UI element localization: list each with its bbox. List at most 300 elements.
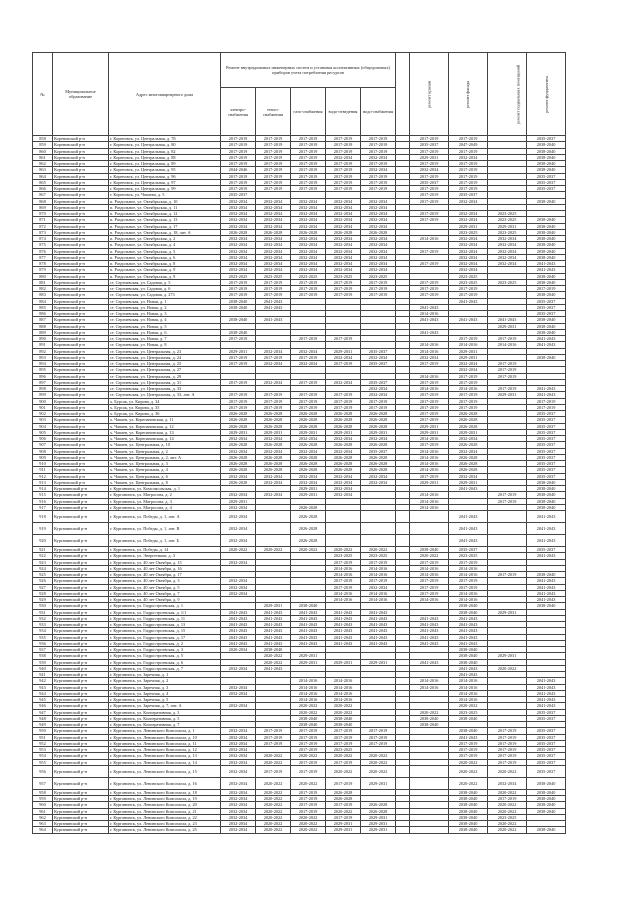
row-heating: 2029-2031 <box>256 603 291 609</box>
row-drainage: 2020-2022 <box>326 765 361 777</box>
row-facade: 2038-2040 <box>449 603 488 609</box>
row-drainage: 2032-2034 <box>326 211 361 217</box>
row-foundation: 2038-2040 <box>527 572 566 578</box>
row-basement: 2020-2022 <box>488 802 527 808</box>
row-facade: 2017-2019 <box>449 747 488 753</box>
row-number: 946 <box>33 703 53 709</box>
row-address: г. Кореновск, ул. Центральная, д. 97 <box>109 179 221 185</box>
table-row <box>33 777 603 789</box>
row-gas: 2017-2019 <box>291 802 326 808</box>
row-electricity: 2032-2034 <box>221 559 256 565</box>
row-electricity: 2041-2043 <box>221 615 256 621</box>
row-municipality: Кореновский р-н <box>53 429 109 435</box>
row-facade: 2029-2031 <box>449 348 488 354</box>
row-foundation: 2038-2040 <box>527 198 566 204</box>
row-electricity: 2020-2022 <box>221 547 256 553</box>
row-facade: 2020-2022 <box>449 703 488 709</box>
row-facade: 2017-2019 <box>449 373 488 379</box>
row-address: х. Чапаев, ул. Центральная, д. 6 <box>109 473 221 479</box>
row-drainage: 2026-2028 <box>326 423 361 429</box>
row-water: 2017-2019 <box>361 161 396 167</box>
row-water: 2032-2034 <box>361 167 396 173</box>
row-water: 2032-2034 <box>361 473 396 479</box>
row-municipality: Кореновский р-н <box>53 348 109 354</box>
row-foundation: 2038-2040 <box>527 492 566 498</box>
row-electricity: 2017-2019 <box>221 404 256 410</box>
row-roof: 2017-2019 <box>410 411 449 417</box>
row-roof: 2017-2019 <box>410 417 449 423</box>
row-drainage: 2032-2034 <box>326 479 361 485</box>
row-municipality: Курганинский р-н <box>53 827 109 833</box>
row-address: г. Курганинск, ул. Гидростроевская, д. 1/1 <box>109 609 221 615</box>
row-foundation: 2038-2040 <box>527 323 566 329</box>
row-number: 961 <box>33 808 53 814</box>
row-number: 910 <box>33 461 53 467</box>
row-gas: 2041-2043 <box>291 628 326 634</box>
row-municipality: Кореновский р-н <box>53 279 109 285</box>
row-facade: 2026-2028 <box>449 461 488 467</box>
row-electricity: 2032-2034 <box>221 523 256 535</box>
row-municipality: Кореновский р-н <box>53 204 109 210</box>
row-number: 903 <box>33 417 53 423</box>
row-number: 876 <box>33 248 53 254</box>
row-address: г. Кореновск, ул. Центральная, д. 88 <box>109 154 221 160</box>
row-number: 896 <box>33 373 53 379</box>
row-facade: 2023-2025 <box>449 229 488 235</box>
row-address: х. Чапаев, ул. Центральная, д. 2 <box>109 448 221 454</box>
row-gas: 2041-2043 <box>291 615 326 621</box>
row-number: 931 <box>33 609 53 615</box>
row-address: п. Раздольное, ул. Октябрьская, д. 6 <box>109 254 221 260</box>
row-electricity: 2032-2034 <box>221 753 256 759</box>
table-row <box>33 535 603 547</box>
row-gas: 2026-2028 <box>291 504 326 510</box>
row-address: г. Курганинск, ул. Гидростроевская, д. 1 <box>109 603 221 609</box>
row-address: г. Курганинск, ул. Заречная, д. 3 <box>109 684 221 690</box>
row-heating: 2041-2043 <box>256 615 291 621</box>
row-heating: 2017-2019 <box>256 167 291 173</box>
row-heating: 2020-2022 <box>256 777 291 789</box>
row-electricity: 2020-2034 <box>221 647 256 653</box>
row-electricity: 2017-2019 <box>221 361 256 367</box>
row-number: 936 <box>33 640 53 646</box>
row-facade: 2014-2016 <box>449 684 488 690</box>
row-water: 2041-2043 <box>361 615 396 621</box>
row-facade: 2017-2019 <box>449 740 488 746</box>
row-facade: 2017-2019 <box>449 753 488 759</box>
row-electricity: 2041-2043 <box>221 609 256 615</box>
row-gas: 2026-2028 <box>291 442 326 448</box>
row-foundation: 2041-2043 <box>527 590 566 596</box>
row-municipality: Кореновский р-н <box>53 198 109 204</box>
row-gas: 2020-2022 <box>291 703 326 709</box>
row-roof: 2029-2031 <box>410 429 449 435</box>
row-lift <box>396 511 410 523</box>
row-drainage: 2026-2028 <box>326 796 361 802</box>
row-facade: 2032-2034 <box>449 267 488 273</box>
row-basement: 2023-2025 <box>488 217 527 223</box>
row-water: 2032-2034 <box>361 261 396 267</box>
row-heating: 2020-2022 <box>256 759 291 765</box>
row-basement: 2020-2022 <box>488 665 527 671</box>
row-roof: 2017-2019 <box>410 279 449 285</box>
row-roof: 2014-2016 <box>410 498 449 504</box>
row-number: 929 <box>33 597 53 603</box>
row-address: г. Кореновск, ул. Центральная, д. 95 <box>109 167 221 173</box>
row-electricity: 2041-2043 <box>221 622 256 628</box>
row-basement <box>488 535 527 547</box>
row-heating: 2017-2019 <box>256 354 291 360</box>
row-number: 948 <box>33 715 53 721</box>
row-address: г. Курганинск, ул. Ленинского Комсомола, д. 13 <box>109 753 221 759</box>
row-facade: 2029-2031 <box>449 479 488 485</box>
row-foundation: 2038-2040 <box>527 808 566 814</box>
row-number: 871 <box>33 217 53 223</box>
row-address: г. Курганинск, ул. Заречная, д. 7, лит. А <box>109 703 221 709</box>
row-electricity: 2017-2019 <box>221 379 256 385</box>
row-facade: 2041-2043 <box>449 665 488 671</box>
row-municipality: Кореновский р-н <box>53 261 109 267</box>
row-address: ст. Сергиевская, ул. Новая, д. 7 <box>109 336 221 342</box>
row-drainage: 2032-2034 <box>326 236 361 242</box>
row-address: ст. Сергиевская, ул. Центральная, д. 31 <box>109 379 221 385</box>
row-facade: 2032-2034 <box>449 361 488 367</box>
row-address: п. Раздольное, ул. Октябрьская, д. 2 <box>109 236 221 242</box>
row-address: п. Раздольное, ул. Октябрьская, д. 13 <box>109 217 221 223</box>
row-roof: 2029-2031 <box>410 423 449 429</box>
row-water: 2017-2019 <box>361 148 396 154</box>
row-roof: 2017-2019 <box>410 442 449 448</box>
row-electricity: 2032-2034 <box>221 211 256 217</box>
row-roof: 2032-2034 <box>410 167 449 173</box>
row-number: 906 <box>33 436 53 442</box>
row-foundation: 2038-2040 <box>527 154 566 160</box>
row-municipality: Курганинский р-н <box>53 814 109 820</box>
row-drainage: 2020-2022 <box>326 547 361 553</box>
row-heating: 2041-2043 <box>256 622 291 628</box>
row-heating: 2017-2019 <box>256 286 291 292</box>
row-number: 886 <box>33 311 53 317</box>
row-facade: 2041-2043 <box>449 523 488 535</box>
row-gas: 2026-2028 <box>291 511 326 523</box>
row-foundation: 2035-2037 <box>527 417 566 423</box>
row-drainage <box>326 535 361 547</box>
row-facade: 2035-2037 <box>449 547 488 553</box>
row-facade: 2038-2040 <box>449 796 488 802</box>
row-number: 907 <box>33 442 53 448</box>
row-electricity: 2032-2034 <box>221 236 256 242</box>
row-heating: 2032-2034 <box>256 361 291 367</box>
row-basement: 2023-2025 <box>488 211 527 217</box>
row-drainage: 2029-2031 <box>326 821 361 827</box>
row-foundation: 2041-2043 <box>527 703 566 709</box>
row-water: 2029-2031 <box>361 821 396 827</box>
row-heating: 2026-2028 <box>256 467 291 473</box>
row-roof <box>410 511 449 523</box>
row-facade: 2038-2040 <box>449 653 488 659</box>
row-water: 2017-2019 <box>361 179 396 185</box>
row-number: 902 <box>33 411 53 417</box>
row-municipality: Кореновский р-н <box>53 329 109 335</box>
row-electricity: 2017-2019 <box>221 279 256 285</box>
row-electricity: 2017-2019 <box>221 179 256 185</box>
row-basement: 2032-2034 <box>488 254 527 260</box>
row-heating: 2032-2034 <box>256 248 291 254</box>
row-municipality: Кореновский р-н <box>53 223 109 229</box>
row-heating: 2026-2028 <box>256 229 291 235</box>
row-municipality: Кореновский р-н <box>53 448 109 454</box>
row-roof: 2041-2043 <box>410 622 449 628</box>
row-drainage: 2017-2019 <box>326 734 361 740</box>
row-number: 874 <box>33 236 53 242</box>
row-municipality: Курганинский р-н <box>53 796 109 802</box>
row-roof: 2017-2019 <box>410 473 449 479</box>
row-drainage: 2020-2022 <box>326 709 361 715</box>
row-number: 938 <box>33 653 53 659</box>
row-gas: 2032-2034 <box>291 217 326 223</box>
row-address: г. Курганинск, ул. Победы, д. 1, лит. Б <box>109 535 221 547</box>
row-address: г. Курганинск, ул. Ленинского Комсомола, д. 11 <box>109 740 221 746</box>
table-row <box>33 523 603 535</box>
row-gas: 2020-2022 <box>291 814 326 820</box>
row-number: 934 <box>33 628 53 634</box>
row-water: 2023-2025 <box>361 273 396 279</box>
row-heating: 2017-2019 <box>256 173 291 179</box>
row-water: 2032-2034 <box>361 254 396 260</box>
row-gas: 2032-2034 <box>291 261 326 267</box>
row-number: 895 <box>33 367 53 373</box>
header-heating: тепло-снабжения <box>256 88 291 136</box>
row-gas: 2026-2028 <box>291 535 326 547</box>
row-number: 881 <box>33 279 53 285</box>
row-municipality: Курганинский р-н <box>53 572 109 578</box>
row-roof: 2017-2019 <box>410 578 449 584</box>
row-drainage: 2032-2034 <box>326 473 361 479</box>
row-basement: 2023-2025 <box>488 814 527 820</box>
row-electricity: 2032-2034 <box>221 590 256 596</box>
row-basement: 2023-2025 <box>488 279 527 285</box>
row-drainage: 2017-2019 <box>326 136 361 142</box>
row-water <box>361 523 396 535</box>
row-address: г. Курганинск, ул. Гидростроевская, д. 7 <box>109 665 221 671</box>
row-basement: 2017-2019 <box>488 759 527 765</box>
row-foundation: 2038-2040 <box>527 236 566 242</box>
row-foundation: 2041-2043 <box>527 336 566 342</box>
row-number: 952 <box>33 740 53 746</box>
row-roof: 2014-2016 <box>410 436 449 442</box>
row-heating: 2017-2019 <box>256 404 291 410</box>
row-municipality: Курганинский р-н <box>53 553 109 559</box>
row-number: 901 <box>33 404 53 410</box>
row-gas: 2026-2028 <box>291 417 326 423</box>
row-facade: 2026-2028 <box>449 411 488 417</box>
row-basement: 2020-2022 <box>488 765 527 777</box>
row-facade: 2032-2034 <box>449 248 488 254</box>
row-number: 865 <box>33 179 53 185</box>
row-heating: 2032-2034 <box>256 348 291 354</box>
row-municipality: Курганинский р-н <box>53 747 109 753</box>
row-drainage: 2026-2028 <box>326 461 361 467</box>
row-roof: 2014-2016 <box>410 572 449 578</box>
row-foundation: 2035-2037 <box>527 411 566 417</box>
row-drainage: 2017-2019 <box>326 292 361 298</box>
row-municipality: Курганинский р-н <box>53 684 109 690</box>
row-municipality: Кореновский р-н <box>53 317 109 323</box>
table-header <box>33 53 603 136</box>
row-municipality: Кореновский р-н <box>53 461 109 467</box>
row-water: 2029-2031 <box>361 814 396 820</box>
row-heating: 2020-2022 <box>256 547 291 553</box>
row-water: 2032-2034 <box>361 386 396 392</box>
row-roof: 2017-2019 <box>410 404 449 410</box>
row-heating: 2032-2034 <box>256 223 291 229</box>
row-address: ст. Сергиевская, ул. Центральная, д. 25 <box>109 361 221 367</box>
row-roof: 2017-2019 <box>410 217 449 223</box>
row-heating: 2026-2028 <box>256 423 291 429</box>
row-water: 2017-2019 <box>361 404 396 410</box>
row-drainage: 2041-2043 <box>326 628 361 634</box>
row-municipality: Кореновский р-н <box>53 248 109 254</box>
table-row <box>33 511 603 523</box>
row-municipality: Курганинский р-н <box>53 703 109 709</box>
row-water: 2017-2019 <box>361 279 396 285</box>
row-foundation: 2038-2040 <box>527 248 566 254</box>
row-water: 2032-2034 <box>361 217 396 223</box>
row-drainage: 2017-2019 <box>326 404 361 410</box>
row-foundation: 2035-2037 <box>527 186 566 192</box>
row-drainage: 2017-2019 <box>326 759 361 765</box>
row-heating: 2026-2028 <box>256 442 291 448</box>
row-drainage: 2017-2019 <box>326 777 361 789</box>
row-basement: 2014-2016 <box>488 342 527 348</box>
row-drainage: 2014-2016 <box>326 572 361 578</box>
row-basement: 2029-2031 <box>488 392 527 398</box>
row-roof: 2014-2016 <box>410 311 449 317</box>
row-drainage <box>326 511 361 523</box>
row-electricity: 2035-2037 <box>221 192 256 198</box>
row-number: 960 <box>33 802 53 808</box>
row-drainage: 2023-2025 <box>326 747 361 753</box>
row-water: 2017-2019 <box>361 740 396 746</box>
row-foundation: 2038-2040 <box>527 142 566 148</box>
row-municipality: Курганинский р-н <box>53 523 109 535</box>
row-roof: 2014-2016 <box>410 448 449 454</box>
row-water: 2026-2028 <box>361 229 396 235</box>
row-municipality: Кореновский р-н <box>53 186 109 192</box>
row-number: 951 <box>33 734 53 740</box>
row-electricity: 2026-2028 <box>221 442 256 448</box>
row-gas: 2017-2019 <box>291 142 326 148</box>
row-number: 908 <box>33 448 53 454</box>
row-number: 889 <box>33 329 53 335</box>
row-drainage: 2032-2034 <box>326 254 361 260</box>
row-address: ст. Сергиевская, ул. Новая, д. 8 <box>109 342 221 348</box>
row-water: 2032-2034 <box>361 436 396 442</box>
row-drainage: 2023-2025 <box>326 273 361 279</box>
row-drainage: 2020-2022 <box>326 808 361 814</box>
row-basement: 2020-2022 <box>488 827 527 833</box>
row-address: г. Курганинск, ул. Кооперативная, д. 5 <box>109 715 221 721</box>
row-gas: 2041-2043 <box>291 609 326 615</box>
row-municipality: Курганинский р-н <box>53 597 109 603</box>
row-foundation: 2017-2019 <box>527 286 566 292</box>
row-number: 955 <box>33 759 53 765</box>
row-foundation: 2041-2043 <box>527 678 566 684</box>
row-water: 2014-2016 <box>361 597 396 603</box>
row-drainage: 2041-2043 <box>326 634 361 640</box>
row-roof: 2014-2016 <box>410 348 449 354</box>
row-municipality: Курганинский р-н <box>53 740 109 746</box>
row-address: г. Кореновск, ул. Центральная, д. 78 <box>109 136 221 142</box>
row-basement: 2017-2019 <box>488 336 527 342</box>
row-drainage: 2026-2028 <box>326 411 361 417</box>
row-address: г. Кореновск, ул. Центральная, д. 89 <box>109 161 221 167</box>
row-basement: 2041-2043 <box>488 317 527 323</box>
row-number: 930 <box>33 603 53 609</box>
row-basement: 2032-2034 <box>488 248 527 254</box>
row-address: х. Чапаев, ул. Корепановская, д. 12 <box>109 423 221 429</box>
row-gas: 2017-2019 <box>291 379 326 385</box>
row-number: 912 <box>33 473 53 479</box>
row-facade: 2014-2016 <box>449 690 488 696</box>
row-roof: 2017-2019 <box>410 161 449 167</box>
row-basement: 2017-2019 <box>488 740 527 746</box>
row-heating: 2026-2028 <box>256 461 291 467</box>
header-rot-facade: ремонт фасада <box>449 53 488 136</box>
row-gas: 2017-2019 <box>291 286 326 292</box>
row-address: ст. Сергиевская, ул. Новая, д. 2 <box>109 304 221 310</box>
row-facade: 2026-2028 <box>449 467 488 473</box>
row-foundation: 2035-2037 <box>527 461 566 467</box>
row-electricity: 2044-2046 <box>221 167 256 173</box>
row-address: г. Курганинск, ул. Победы, д. 1, лит. В <box>109 523 221 535</box>
row-address: г. Курганинск, ул. Ленинского Комсомола, д. 25 <box>109 827 221 833</box>
row-municipality: Кореновский р-н <box>53 167 109 173</box>
row-electricity: 2026-2028 <box>221 479 256 485</box>
row-drainage: 2017-2019 <box>326 559 361 565</box>
row-drainage: 2014-2016 <box>326 678 361 684</box>
row-municipality: Курганинский р-н <box>53 715 109 721</box>
row-foundation: 2038-2040 <box>527 789 566 795</box>
row-municipality: Курганинский р-н <box>53 802 109 808</box>
row-number: 932 <box>33 615 53 621</box>
row-water: 2032-2034 <box>361 248 396 254</box>
row-municipality: Кореновский р-н <box>53 379 109 385</box>
row-roof: 2038-2040 <box>410 547 449 553</box>
row-number: 887 <box>33 317 53 323</box>
row-facade: 2032-2034 <box>449 236 488 242</box>
row-water: 2026-2028 <box>361 411 396 417</box>
row-drainage: 2026-2028 <box>326 454 361 460</box>
row-basement: 2032-2034 <box>488 777 527 789</box>
row-facade: 2017-2019 <box>449 336 488 342</box>
row-municipality: Курганинский р-н <box>53 672 109 678</box>
row-number: 918 <box>33 511 53 523</box>
row-heating: 2017-2019 <box>256 392 291 398</box>
row-roof: 2041-2043 <box>410 615 449 621</box>
row-municipality: Кореновский р-н <box>53 386 109 392</box>
row-roof: 2017-2019 <box>410 559 449 565</box>
row-roof: 2017-2019 <box>410 261 449 267</box>
row-roof: 2041-2043 <box>410 304 449 310</box>
row-drainage: 2032-2034 <box>326 379 361 385</box>
row-gas: 2032-2034 <box>291 254 326 260</box>
row-gas: 2017-2019 <box>291 728 326 734</box>
row-electricity: 2032-2034 <box>221 827 256 833</box>
row-facade: 2041-2043 <box>449 535 488 547</box>
row-roof: 2017-2019 <box>410 198 449 204</box>
row-municipality: Кореновский р-н <box>53 211 109 217</box>
